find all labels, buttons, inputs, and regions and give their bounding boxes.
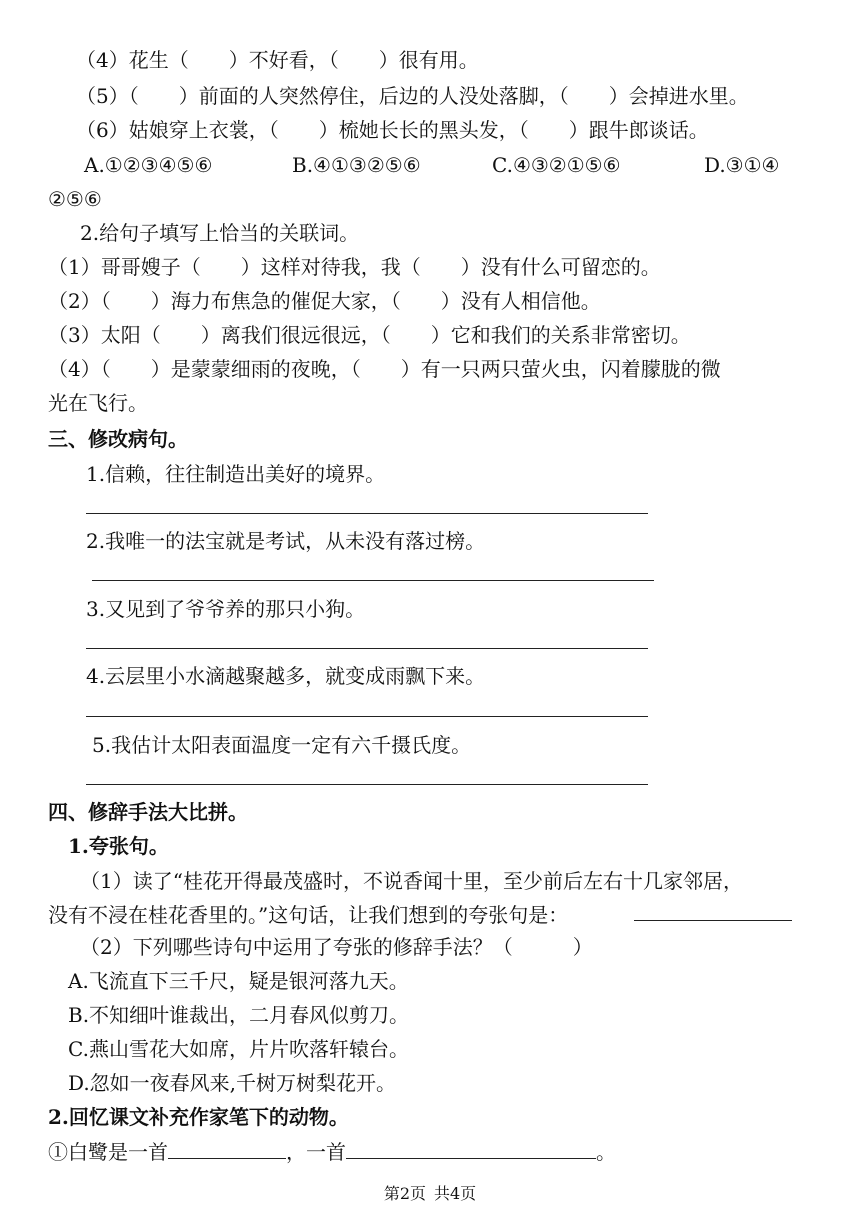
section-3-item-4: 4.云层里小水滴越聚越多，就变成雨飘下来。: [86, 664, 486, 688]
answer-line-2[interactable]: [92, 580, 654, 581]
page-total: 共4页: [434, 1184, 477, 1203]
answer-line-3[interactable]: [86, 648, 648, 649]
q2-item-4: （4）（ ）是蒙蒙细雨的夜晚，（ ）有一只两只萤火虫，闪着朦胧的微: [48, 357, 721, 381]
q2-item-1: （1）哥哥嫂子（ ）这样对待我，我（ ）没有什么可留恋的。: [48, 255, 661, 279]
section-4-heading: 四、修辞手法大比拼。: [48, 800, 248, 824]
fill-end: 。: [596, 1140, 616, 1164]
fill-mid: ，一首: [286, 1140, 346, 1164]
q2-item-2: （2）（ ）海力布焦急的催促大家，（ ）没有人相信他。: [48, 289, 601, 313]
hyperbole-option-b: B.不知细叶谁裁出，二月春风似剪刀。: [68, 1003, 410, 1027]
answer-line-1[interactable]: [86, 513, 648, 514]
fill-blank-1[interactable]: [168, 1138, 286, 1159]
q1-option-c: C.④③②①⑤⑥: [492, 153, 621, 177]
answer-line-5[interactable]: [86, 784, 648, 785]
fill-prefix: ①白鹭是一首: [48, 1140, 168, 1164]
q1-item-5: （5）（ ）前面的人突然停住，后边的人没处落脚，（ ）会掉进水里。: [76, 84, 749, 108]
hyperbole-option-c: C.燕山雪花大如席，片片吹落轩辕台。: [68, 1037, 409, 1061]
section-3-item-1: 1.信赖，往往制造出美好的境界。: [86, 462, 386, 486]
q1-option-d: D.③①④: [704, 153, 780, 177]
q2-item-3: （3）太阳（ ）离我们很远很远，（ ）它和我们的关系非常密切。: [48, 323, 691, 347]
hyperbole-q1-line-1: （1）读了“桂花开得最茂盛时，不说香闻十里，至少前后左右十几家邻居，: [80, 869, 743, 893]
q1-item-4: （4）花生（ ）不好看，（ ）很有用。: [76, 48, 479, 72]
section-3-item-5: 5.我估计太阳表面温度一定有六千摄氏度。: [92, 733, 472, 757]
q1-option-a: A.①②③④⑤⑥: [84, 153, 213, 177]
hyperbole-answer-blank[interactable]: [634, 920, 792, 921]
q1-item-6: （6）姑娘穿上衣裳，（ ）梳她长长的黑头发，（ ）跟牛郎谈话。: [76, 118, 709, 142]
page-footer: [0, 1183, 860, 1205]
hyperbole-option-d: D.忽如一夜春风来,千树万树梨花开。: [68, 1071, 397, 1095]
section-4-sub-1: 1.夸张句。: [68, 834, 169, 858]
hyperbole-q2: （2）下列哪些诗句中运用了夸张的修辞手法？（ ）: [80, 935, 593, 959]
answer-line-4[interactable]: [86, 716, 648, 717]
section-3-item-2: 2.我唯一的法宝就是考试，从未没有落过榜。: [86, 529, 486, 553]
section-4-sub-2: 2.回忆课文补充作家笔下的动物。: [48, 1105, 349, 1129]
hyperbole-q1-line-2: 没有不浸在桂花香里的。”这句话，让我们想到的夸张句是：: [48, 903, 569, 927]
q2-item-4-continued: 光在飞行。: [48, 391, 148, 415]
q1-option-d-continued: ②⑤⑥: [48, 187, 102, 211]
page-number: 第2页: [383, 1184, 426, 1203]
fill-blank-2[interactable]: [346, 1138, 596, 1159]
q1-option-b: B.④①③②⑤⑥: [292, 153, 421, 177]
hyperbole-option-a: A.飞流直下三千尺，疑是银河落九天。: [68, 969, 409, 993]
section-3-item-3: 3.又见到了爷爷养的那只小狗。: [86, 597, 366, 621]
section-3-heading: 三、修改病句。: [48, 427, 188, 451]
fill-sentence: [48, 1137, 616, 1167]
q2-title: 2.给句子填写上恰当的关联词。: [80, 221, 360, 245]
